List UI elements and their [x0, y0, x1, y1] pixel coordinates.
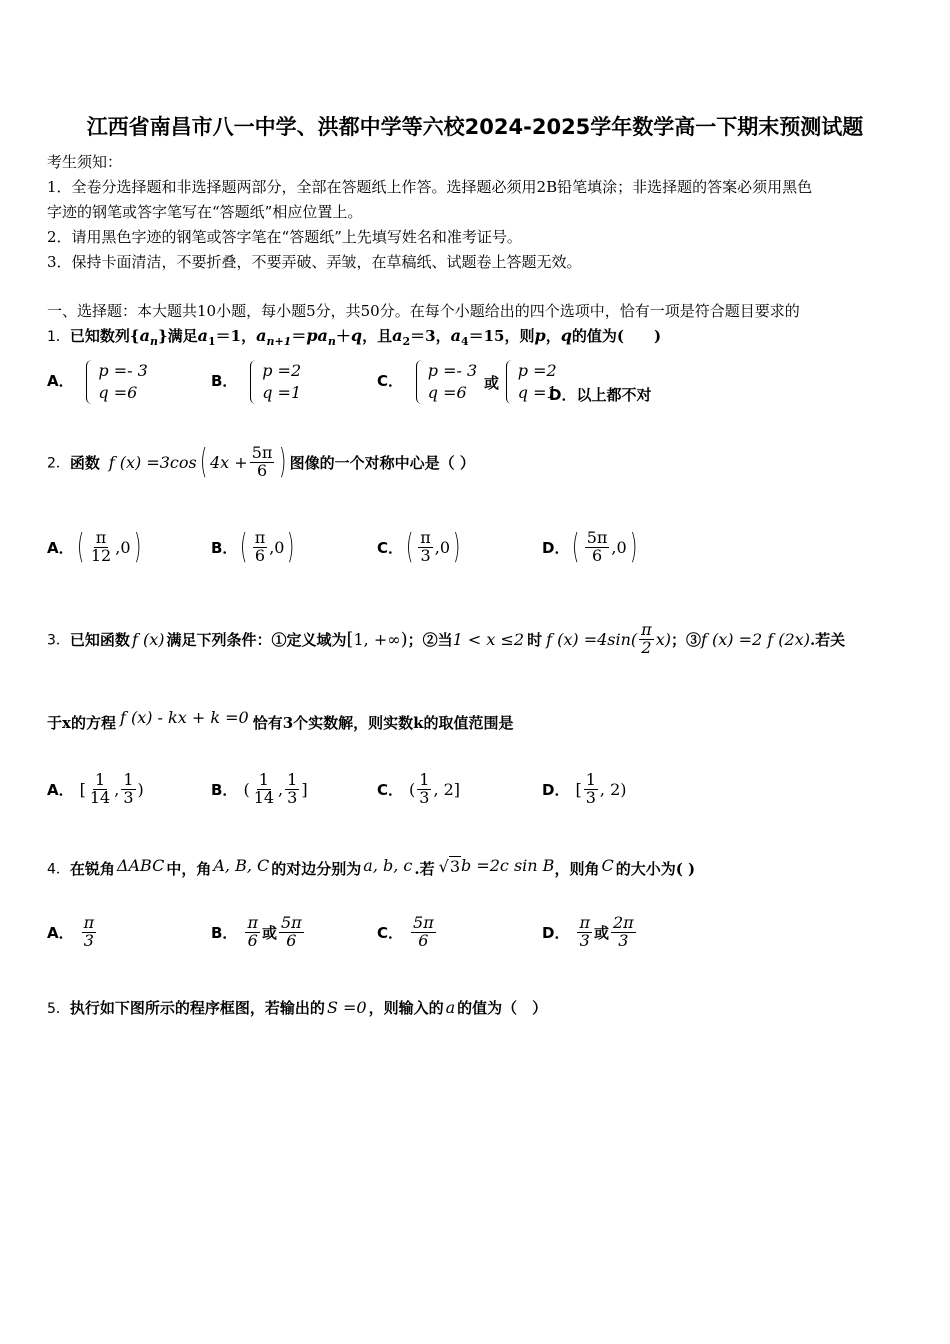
option-label: D．	[542, 923, 570, 942]
math-part: 1	[94, 770, 106, 789]
brace	[416, 360, 425, 404]
math-part: 或	[261, 923, 277, 942]
math-part: 6	[247, 930, 258, 950]
q5-output: S =0	[326, 998, 367, 1017]
page-title: 江西省南昌市八一中学、洪都中学等六校2024-2025学年数学高一下期末预测试题	[86, 115, 864, 139]
frac	[417, 772, 431, 807]
paren-right: )	[279, 442, 287, 483]
sys	[416, 360, 477, 404]
frac	[245, 915, 260, 950]
rows	[98, 360, 147, 404]
q3-text: 时	[527, 630, 543, 649]
math-part: π	[247, 913, 258, 932]
frac	[639, 622, 654, 657]
q1-var-a: a	[256, 326, 267, 345]
paren: )	[629, 527, 637, 568]
q3-f3: f (x) =2 f (2x)	[700, 629, 810, 649]
math-part: 1	[585, 770, 596, 789]
math-part: 3	[419, 787, 430, 807]
q1-text: 已知数列{	[69, 327, 140, 345]
math-part: 6	[286, 930, 297, 950]
q5-text: ，则输入的	[368, 999, 444, 1017]
q4-option-c[interactable]	[377, 915, 438, 950]
frac	[250, 445, 275, 480]
question-3: 3．已知函数 f (x) 满足下列条件：①定义域为[1, +∞)；②当1 < x ≤2 时 f (x) =4sin( $\frac{\pi}{2}$ x)；③f (x) =2 f (2x).若关	[47, 620, 846, 657]
q4-sqrt: 3	[449, 857, 460, 876]
q1-sub: n	[327, 335, 336, 348]
question-5	[47, 997, 547, 1018]
q3-option-b[interactable]	[211, 772, 308, 807]
q4-triangle: ΔABC	[116, 856, 165, 875]
q4-sides: a, b, c	[363, 856, 413, 875]
q4-option-a[interactable]	[47, 915, 98, 950]
paren: )	[133, 527, 141, 568]
q2-option-b[interactable]	[211, 527, 298, 568]
math-part: 3	[618, 930, 629, 950]
question-2	[47, 442, 475, 483]
q3-option-d[interactable]	[542, 772, 626, 807]
tail: ,0	[115, 537, 131, 557]
q2-option-a[interactable]	[47, 527, 144, 568]
question-4: 4．在锐角 ΔABC 中，角 A, B, C 的对边分别为 a, b, c .若 √3b =2c sin B，则角 C 的大小为( )	[47, 856, 696, 878]
math-part: 1	[287, 770, 298, 789]
question-1	[47, 326, 661, 352]
math-part: ,	[114, 779, 120, 799]
math-part: 或	[593, 923, 609, 942]
rows	[428, 360, 477, 404]
brace	[250, 360, 259, 404]
q1-d-text: 以上都不对	[576, 386, 652, 404]
q1-c-row4: q =1	[517, 383, 557, 402]
q1-var-q: q	[350, 326, 363, 345]
q1-text: ，且	[362, 327, 393, 345]
option-label: B．	[211, 923, 238, 942]
q1-text: ，	[545, 327, 561, 345]
q3-text: 恰有3个实数解，则实数k的取值范围是	[252, 714, 514, 732]
q1-sub: 2	[402, 335, 411, 348]
question-3-cont	[47, 708, 514, 733]
q1-c-row1: p =- 3	[427, 361, 478, 380]
math-part: 12	[90, 545, 112, 565]
frac	[89, 530, 113, 565]
q4-option-b[interactable]	[211, 915, 306, 950]
q1-a-row1: p =- 3	[98, 361, 148, 380]
q3-text: ；③	[670, 630, 701, 649]
q1-var-q: q	[560, 326, 572, 345]
math-part: 6	[254, 545, 266, 565]
q2-text: 图像的一个对称中心是（ ）	[289, 453, 475, 472]
notice-line-2: 2．请用黑色字迹的钢笔或答字笔在“答题纸”上先填写姓名和准考证号。	[47, 228, 522, 246]
math-part: 2	[641, 637, 652, 657]
brace	[86, 360, 95, 404]
math-part: [	[79, 779, 86, 799]
math-part: 5π	[280, 913, 302, 932]
q1-option-c[interactable]	[377, 360, 557, 404]
frac	[121, 772, 135, 807]
frac	[253, 530, 268, 565]
notice-line-1a: 1．全卷分选择题和非选择题两部分，全部在答题纸上作答。选择题必须用2B铅笔填涂；非选择题的答案必须用黑色	[47, 178, 813, 196]
q5-text: 的值为（ ）	[457, 999, 548, 1017]
q1-text: ＝	[291, 327, 307, 345]
q3-fx: f (x)	[131, 629, 165, 649]
math-part: 6	[591, 545, 603, 565]
question-number: 4．	[47, 861, 70, 878]
option-label: A．	[47, 372, 74, 390]
q4-option-d[interactable]	[542, 915, 638, 950]
math-part: π	[95, 528, 107, 547]
math-part: [	[575, 779, 582, 799]
q1-sub: 4	[460, 335, 469, 348]
math-part: 5π	[413, 913, 434, 932]
frac	[577, 915, 592, 950]
paren: (	[572, 527, 580, 568]
math-part: 14	[253, 787, 275, 807]
math-part: 2π	[612, 913, 634, 932]
notice-heading: 考生须知：	[47, 153, 123, 171]
q4-text: 中，角	[166, 860, 212, 878]
q1-var-a: a	[392, 326, 403, 345]
math-part: 5π	[586, 528, 608, 547]
option-label: D．	[542, 538, 570, 557]
q5-var-a: a	[445, 998, 456, 1017]
tail: ,0	[611, 537, 627, 557]
q3-text: ；②当	[407, 630, 453, 649]
option-label: C．	[377, 538, 404, 557]
option-label: A．	[47, 780, 74, 799]
math-part: π	[420, 528, 431, 547]
q4-text: 的对边分别为	[271, 860, 362, 878]
option-label: A．	[47, 923, 74, 942]
section-heading: 一、选择题：本大题共10小题，每小题5分，共50分。在每个小题给出的四个选项中，恰有一项是符合题目要求的	[47, 302, 800, 320]
q2-text: 函数	[69, 453, 100, 472]
frac	[418, 530, 433, 565]
q3-option-a[interactable]	[47, 772, 144, 807]
math-part: )	[137, 779, 144, 799]
question-number: 3．	[47, 632, 70, 649]
option-label: B．	[211, 372, 238, 390]
q1-text: ＋	[335, 327, 351, 345]
q5-text: 执行如下图所示的程序框图，若输出的	[69, 999, 325, 1017]
q1-option-b[interactable]	[211, 360, 301, 404]
paren-left: (	[199, 442, 207, 483]
q4-equation: b =2c sin B	[461, 856, 555, 875]
q3-equation: f (x) - kx + k =0	[119, 708, 249, 727]
q3-option-c[interactable]	[377, 772, 460, 807]
paren: )	[453, 527, 461, 568]
q3-text: 于x的方程	[47, 714, 116, 732]
q3-text: 满足下列条件：①定义域为	[166, 630, 347, 649]
frac	[585, 530, 610, 565]
q3-text: 已知函数	[69, 630, 130, 649]
q1-c-row2: q =6	[427, 383, 467, 402]
math-part: 6	[418, 930, 429, 950]
q1-var-a: a	[139, 326, 150, 345]
paren: (	[240, 527, 248, 568]
sys	[250, 360, 301, 404]
option-label: B．	[211, 780, 238, 799]
math-part: 1	[123, 770, 134, 789]
frac	[82, 915, 97, 950]
q2-arg: 4x +	[209, 452, 248, 472]
math-part: 3	[123, 787, 134, 807]
math-part: π	[579, 913, 590, 932]
frac	[279, 915, 304, 950]
option-label: D．	[542, 780, 570, 799]
q1-b-row2: q =1	[262, 383, 302, 402]
math-part: 14	[89, 787, 111, 807]
frac	[252, 772, 276, 807]
math-part: π	[83, 913, 95, 932]
tail: ,0	[434, 537, 451, 557]
question-number: 1．	[47, 329, 70, 345]
option-label: C．	[377, 372, 404, 390]
q3-f2: f (x) =4sin(	[546, 629, 638, 649]
math-part: 3	[579, 930, 590, 950]
q1-c-row3: p =2	[517, 361, 557, 380]
q1-option-d[interactable]	[549, 384, 651, 405]
math-part: π	[641, 620, 652, 639]
frac	[411, 915, 436, 950]
sys	[86, 360, 147, 404]
q2-option-d[interactable]	[542, 527, 640, 568]
q4-text: 在锐角	[69, 860, 115, 878]
q2-option-c[interactable]	[377, 527, 463, 568]
brace	[506, 360, 515, 404]
q2-function: f (x) =3cos	[108, 452, 197, 472]
q1-text: ＝3，	[410, 327, 451, 345]
frac	[611, 915, 636, 950]
frac	[88, 772, 112, 807]
tail: ,0	[269, 537, 285, 557]
q1-option-a[interactable]	[47, 360, 148, 404]
q1-a-row2: q =6	[98, 383, 138, 402]
q1-text: 的值为( )	[571, 327, 662, 345]
math-part: , 2)	[599, 779, 627, 799]
math-part: 3	[287, 787, 298, 807]
q1-var-a: a	[450, 326, 461, 345]
math-part: 1	[419, 770, 430, 789]
paren: (	[406, 527, 414, 568]
option-label: C．	[377, 780, 404, 799]
q4-angle-c: C	[601, 856, 614, 875]
option-label: A．	[47, 538, 74, 557]
notice-line-3: 3．保持卡面清洁，不要折叠，不要弄破、弄皱，在草稿纸、试题卷上答题无效。	[47, 253, 582, 271]
paren: )	[287, 527, 295, 568]
frac-num: 5π	[251, 443, 273, 462]
q1-var-a: a	[317, 326, 328, 345]
option-label: C．	[377, 923, 404, 942]
math-part: 3	[420, 545, 431, 565]
math-part: , 2]	[433, 779, 461, 799]
question-number: 5．	[47, 1001, 70, 1017]
q1-text: ＝1，	[215, 327, 257, 345]
math-part: (	[243, 779, 250, 799]
q1-b-row1: p =2	[262, 361, 302, 380]
q1-text: ＝15，则	[468, 327, 535, 345]
rows	[262, 360, 301, 404]
notice-line-1b: 字迹的钢笔或答字笔写在“答题纸”相应位置上。	[47, 203, 363, 221]
q1-text: }满足	[157, 327, 198, 345]
math-part: ,	[278, 779, 284, 799]
option-label: B．	[211, 538, 238, 557]
paren: (	[76, 527, 84, 568]
frac	[285, 772, 299, 807]
question-number: 2．	[47, 455, 70, 472]
math-part: 1	[258, 770, 269, 789]
q4-text: .若	[414, 860, 435, 878]
math-part: π	[254, 528, 266, 547]
q3-f2b: x)	[655, 629, 671, 649]
q4-text: 的大小为( )	[615, 860, 696, 878]
q4-angles: A, B, C	[213, 856, 270, 875]
option-label: D．	[549, 386, 577, 404]
frac	[584, 772, 598, 807]
q1-var-p: p	[306, 326, 318, 345]
q1-var-p: p	[534, 326, 546, 345]
or-text: 或	[483, 373, 499, 392]
q3-text: .若关	[809, 630, 846, 649]
q1-sub: 1	[207, 335, 216, 348]
frac-den: 6	[256, 460, 268, 480]
math-part: (	[409, 779, 416, 799]
math-part: ]	[301, 779, 308, 799]
q4-text: ，则角	[554, 860, 600, 878]
q1-sub: n+1	[266, 335, 292, 348]
q3-domain: 1, +∞	[353, 629, 401, 649]
math-part: 3	[83, 930, 94, 950]
q1-var-a: a	[197, 326, 208, 345]
math-part: 3	[585, 787, 596, 807]
q3-inequality: 1 < x ≤2	[452, 629, 525, 649]
q1-sub: n	[149, 335, 158, 348]
